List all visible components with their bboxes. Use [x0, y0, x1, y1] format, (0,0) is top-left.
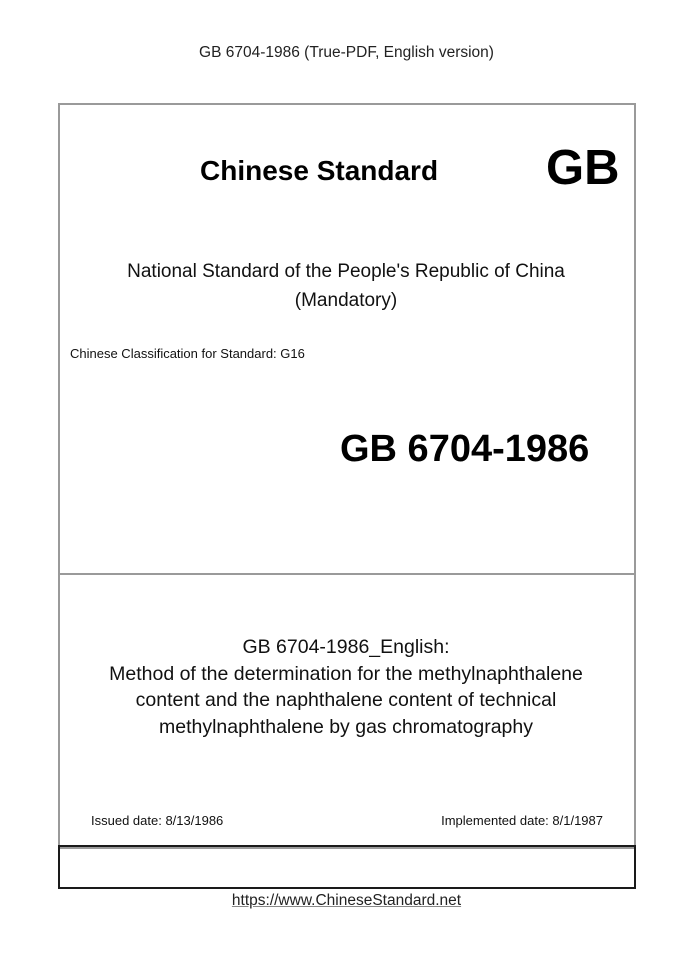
classification-label: Chinese Classification for Standard: G16 — [70, 346, 305, 361]
issued-date: Issued date: 8/13/1986 — [91, 813, 224, 828]
gb-mark: GB — [546, 141, 620, 195]
document-title-line: content and the naphthalene content of technical — [135, 689, 557, 711]
document-title — [58, 634, 634, 740]
bottom-box — [58, 845, 636, 889]
document-title-line: GB 6704-1986_English: — [242, 636, 450, 658]
publisher-title: Chinese Standard — [200, 155, 439, 186]
page-header-title: GB 6704-1986 (True-PDF, English version) — [199, 44, 494, 61]
mandatory-label: (Mandatory) — [294, 290, 398, 311]
standard-number: GB 6704-1986 — [340, 428, 590, 470]
document-title-line: Method of the determination for the methylnaphthalene — [109, 662, 583, 685]
national-standard-heading — [58, 257, 634, 315]
section-divider — [58, 573, 634, 575]
national-line: National Standard of the People's Republic of China — [127, 261, 565, 282]
document-title-line: methylnaphthalene by gas chromatography — [159, 715, 533, 738]
implemented-date: Implemented date: 8/1/1987 — [441, 813, 603, 828]
website-link[interactable]: https://www.ChineseStandard.net — [231, 892, 462, 909]
